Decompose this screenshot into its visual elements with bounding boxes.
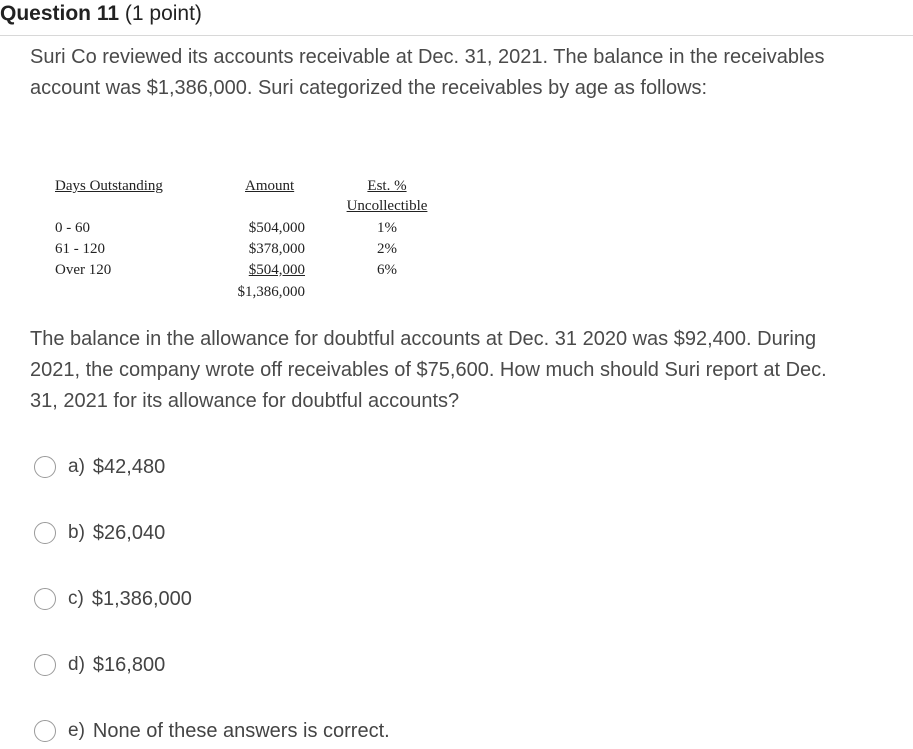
row-amount <box>205 261 305 279</box>
option-text: $26,040 <box>92 521 166 544</box>
option-b[interactable] <box>34 518 165 548</box>
question-number: Question 11 <box>0 2 120 25</box>
radio-button[interactable] <box>34 456 56 478</box>
option-letter: c) <box>68 588 84 609</box>
question-header <box>0 2 202 26</box>
row-pct: 1% <box>377 220 397 236</box>
option-text: $42,480 <box>92 455 166 478</box>
option-d[interactable] <box>34 650 165 680</box>
header-divider <box>0 35 913 36</box>
question-paragraph: The balance in the allowance for doubtful accounts at Dec. 31 2020 was $92,400. During 2021, the company wrote off receivables of $75,600. How much should Suri report at Dec. 31, 2021 for its allowance for doubtful accounts? <box>30 328 827 412</box>
option-a[interactable] <box>34 452 165 482</box>
header-amount: Amount <box>245 178 295 194</box>
option-text: $16,800 <box>92 653 166 676</box>
option-c[interactable] <box>34 584 192 614</box>
row-days: Over 120 <box>55 262 112 278</box>
radio-button[interactable] <box>34 522 56 544</box>
row-days: 61 - 120 <box>55 241 105 257</box>
question-points: (1 point) <box>124 2 202 25</box>
option-text: None of these answers is correct. <box>92 719 390 742</box>
option-letter: d) <box>68 654 85 675</box>
radio-button[interactable] <box>34 654 56 676</box>
row-days: 0 - 60 <box>55 220 90 236</box>
option-letter: e) <box>68 720 85 741</box>
option-letter: b) <box>68 522 85 543</box>
row-pct: 6% <box>377 262 397 278</box>
row-pct: 2% <box>377 241 397 257</box>
header-est-pct-line2: Uncollectible <box>346 198 428 214</box>
row-amount-underlined: $504,000 <box>248 262 305 278</box>
header-est-pct-line1: Est. % <box>367 178 407 194</box>
option-e[interactable] <box>34 716 390 746</box>
option-letter: a) <box>68 456 85 477</box>
intro-paragraph: Suri Co reviewed its accounts receivable at Dec. 31, 2021. The balance in the receivables account was $1,386,000. Suri categorized the receivables by age as follows: <box>30 46 825 99</box>
row-amount: $504,000 <box>248 220 305 236</box>
option-text: $1,386,000 <box>91 587 192 610</box>
row-amount: $378,000 <box>248 241 305 257</box>
total-amount: $1,386,000 <box>237 284 305 300</box>
header-days-outstanding: Days Outstanding <box>55 178 163 194</box>
radio-button[interactable] <box>34 588 56 610</box>
radio-button[interactable] <box>34 720 56 742</box>
